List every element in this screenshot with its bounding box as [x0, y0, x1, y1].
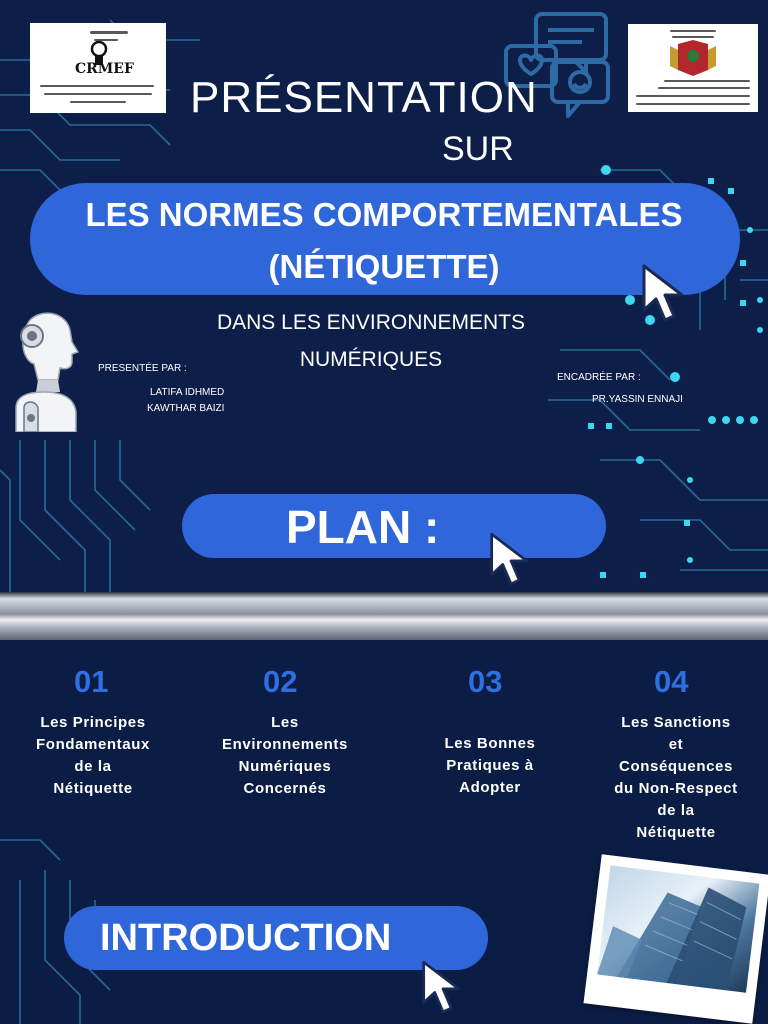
main-title-line2: (NÉTIQUETTE)	[268, 248, 500, 285]
plan-item-number-2: 02	[263, 664, 298, 699]
cursor-icon	[420, 958, 466, 1016]
plan-item-1	[3, 712, 183, 800]
plan-item-1-line: de la	[74, 758, 112, 775]
presenter-name-1: LATIFA IDHMED	[150, 387, 225, 398]
plan-item-2-line: Numériques	[238, 758, 332, 775]
plan-item-1-line: Nétiquette	[53, 780, 133, 797]
building-photo	[583, 854, 768, 1024]
ministry-logo	[628, 24, 758, 112]
coat-of-arms-icon	[668, 40, 718, 76]
plan-item-4-line: Nétiquette	[636, 824, 716, 841]
divider-band	[0, 592, 768, 640]
plan-item-number-4: 04	[654, 664, 689, 699]
plan-item-3	[400, 733, 580, 799]
presenter-name-2: KAWTHAR BAIZI	[147, 403, 225, 414]
plan-heading: PLAN :	[286, 501, 440, 553]
skyscraper-icon	[597, 865, 759, 992]
plan-item-number-1: 01	[74, 664, 109, 699]
robot-icon	[8, 308, 82, 432]
plan-item-2-line: Les	[271, 714, 299, 731]
presentation-title: PRÉSENTATION	[190, 73, 538, 122]
plan-item-4	[586, 712, 766, 844]
plan-item-3-line: Pratiques à	[446, 757, 534, 774]
plan-item-4-line: et	[668, 736, 684, 753]
introduction-heading: INTRODUCTION	[100, 917, 392, 959]
plan-item-3-line: Adopter	[459, 779, 521, 796]
building-photo-image	[597, 865, 759, 992]
supervised-by-label: ENCADRÉE PAR :	[557, 372, 641, 383]
plan-item-4-line: Conséquences	[619, 758, 733, 775]
plan-item-4-line: de la	[657, 802, 695, 819]
plan-item-2	[195, 712, 375, 800]
plan-item-1-line: Les Principes	[40, 714, 146, 731]
plan-item-3-line: Les Bonnes	[444, 735, 536, 752]
presented-by-label: PRESENTÉE PAR :	[98, 363, 187, 374]
main-title-line1: LES NORMES COMPORTEMENTALES	[85, 196, 683, 233]
supervisor-name: PR.YASSIN ENNAJI	[592, 394, 683, 405]
plan-item-4-line: du Non-Respect	[614, 780, 738, 797]
plan-item-2-line: Concernés	[243, 780, 327, 797]
context-line1: DANS LES ENVIRONNEMENTS	[216, 311, 526, 334]
plan-item-1-line: Fondamentaux	[36, 736, 150, 753]
crmef-logo-text: CRMEF	[75, 61, 134, 77]
subtitle-sur: SUR	[442, 130, 514, 168]
plan-item-4-line: Les Sanctions	[621, 714, 731, 731]
cursor-icon	[488, 530, 534, 588]
context-line2: NUMÉRIQUES	[299, 348, 443, 371]
plan-item-2-line: Environnements	[222, 736, 348, 753]
plan-item-number-3: 03	[468, 664, 503, 699]
crmef-logo	[30, 23, 166, 113]
